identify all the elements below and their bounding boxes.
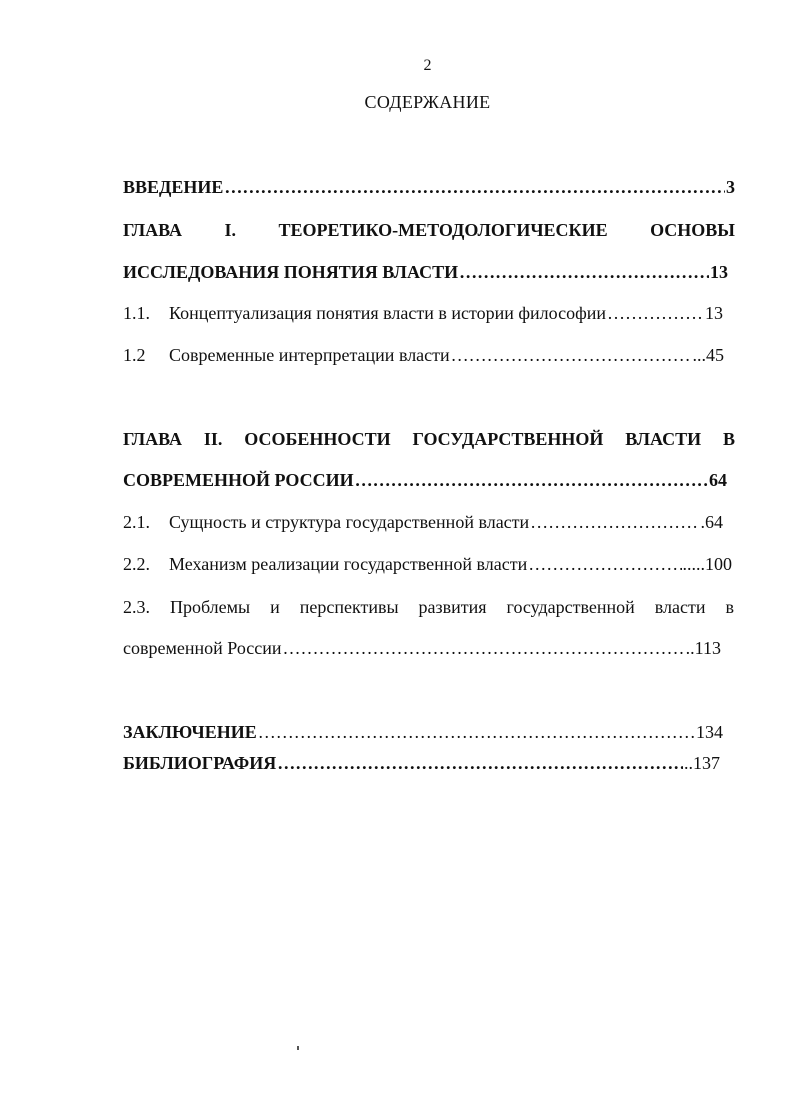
dot-leader	[451, 344, 692, 366]
toc-chapter2-heading-line1[interactable]	[123, 428, 735, 450]
toc-entry-conclusion[interactable]	[123, 721, 723, 743]
section-page: .....100	[682, 554, 732, 574]
toc-entry-bibliography[interactable]	[123, 752, 720, 774]
toc-chapter2-heading-line2[interactable]	[123, 469, 727, 491]
toc-title: СОДЕРЖАНИЕ	[364, 92, 491, 112]
dot-leader	[530, 511, 699, 533]
section-label: Современные интерпретации власти	[169, 345, 450, 365]
dot-leader	[459, 261, 709, 283]
toc-entry-label: ВВЕДЕНИЕ	[123, 177, 224, 197]
section-number: 2.3.	[123, 597, 150, 617]
section-number: 2.1.	[123, 512, 150, 532]
section-number: 1.2	[123, 345, 146, 365]
toc-chapter1-heading-line2[interactable]	[123, 261, 728, 283]
toc-entry-page: 13	[710, 262, 728, 282]
toc-entry-introduction[interactable]	[123, 176, 735, 198]
heading-word: II.	[203, 429, 223, 449]
toc-section-2-1[interactable]	[123, 511, 723, 533]
heading-word: В	[722, 429, 735, 449]
section-label: Механизм реализации государственной власти	[169, 554, 528, 574]
section-label: Сущность и структура государственной власти	[169, 512, 530, 532]
section-number: 2.2.	[123, 554, 150, 574]
dot-leader	[528, 553, 681, 575]
heading-word: ТЕОРЕТИКО-МЕТОДОЛОГИЧЕСКИЕ	[278, 220, 608, 240]
section-page: .64	[700, 512, 723, 532]
scan-speck	[297, 1046, 299, 1050]
toc-entry-label: СОВРЕМЕННОЙ РОССИИ	[123, 470, 354, 490]
dot-leader	[355, 469, 708, 491]
dot-leader	[283, 637, 685, 659]
toc-section-2-3-line1[interactable]	[123, 596, 734, 618]
toc-section-2-3-line2[interactable]	[123, 637, 721, 659]
heading-word: ГЛАВА	[123, 220, 183, 240]
heading-word: ВЛАСТИ	[625, 429, 702, 449]
section-word: перспективы	[299, 597, 399, 617]
toc-section-2-2[interactable]	[123, 553, 732, 575]
toc-chapter1-heading-line1[interactable]	[123, 219, 735, 241]
section-word: развития	[418, 597, 487, 617]
toc-entry-label: БИБЛИОГРАФИЯ	[123, 753, 277, 773]
toc-section-1-1[interactable]	[123, 302, 723, 324]
toc-entry-page: ..137	[684, 753, 720, 773]
section-word: в	[725, 597, 734, 617]
toc-entry-label: ЗАКЛЮЧЕНИЕ	[123, 722, 257, 742]
dot-leader	[277, 752, 683, 774]
section-label: современной России	[123, 638, 282, 658]
heading-word: ОСНОВЫ	[650, 220, 735, 240]
heading-word: ОСОБЕННОСТИ	[244, 429, 391, 449]
section-page: ..113	[685, 638, 721, 658]
toc-entry-page: 3	[726, 177, 735, 197]
toc-entry-label: ИССЛЕДОВАНИЯ ПОНЯТИЯ ВЛАСТИ	[123, 262, 459, 282]
toc-section-1-2[interactable]	[123, 344, 724, 366]
heading-word: ГОСУДАРСТВЕННОЙ	[412, 429, 604, 449]
toc-entry-page: 64	[709, 470, 727, 490]
section-word: Проблемы	[169, 597, 251, 617]
dot-leader	[607, 302, 704, 324]
section-word: власти	[654, 597, 706, 617]
section-word: государственной	[506, 597, 635, 617]
page-number: 2	[423, 57, 432, 74]
section-label: Концептуализация понятия власти в истории философии	[169, 303, 607, 323]
section-page: 13	[705, 303, 723, 323]
section-page: ...45	[692, 345, 724, 365]
section-number: 1.1.	[123, 303, 150, 323]
heading-word: I.	[224, 220, 237, 240]
section-word: и	[270, 597, 280, 617]
toc-entry-page: 134	[696, 722, 723, 742]
dot-leader	[224, 176, 725, 198]
dot-leader	[258, 721, 695, 743]
heading-word: ГЛАВА	[123, 429, 183, 449]
